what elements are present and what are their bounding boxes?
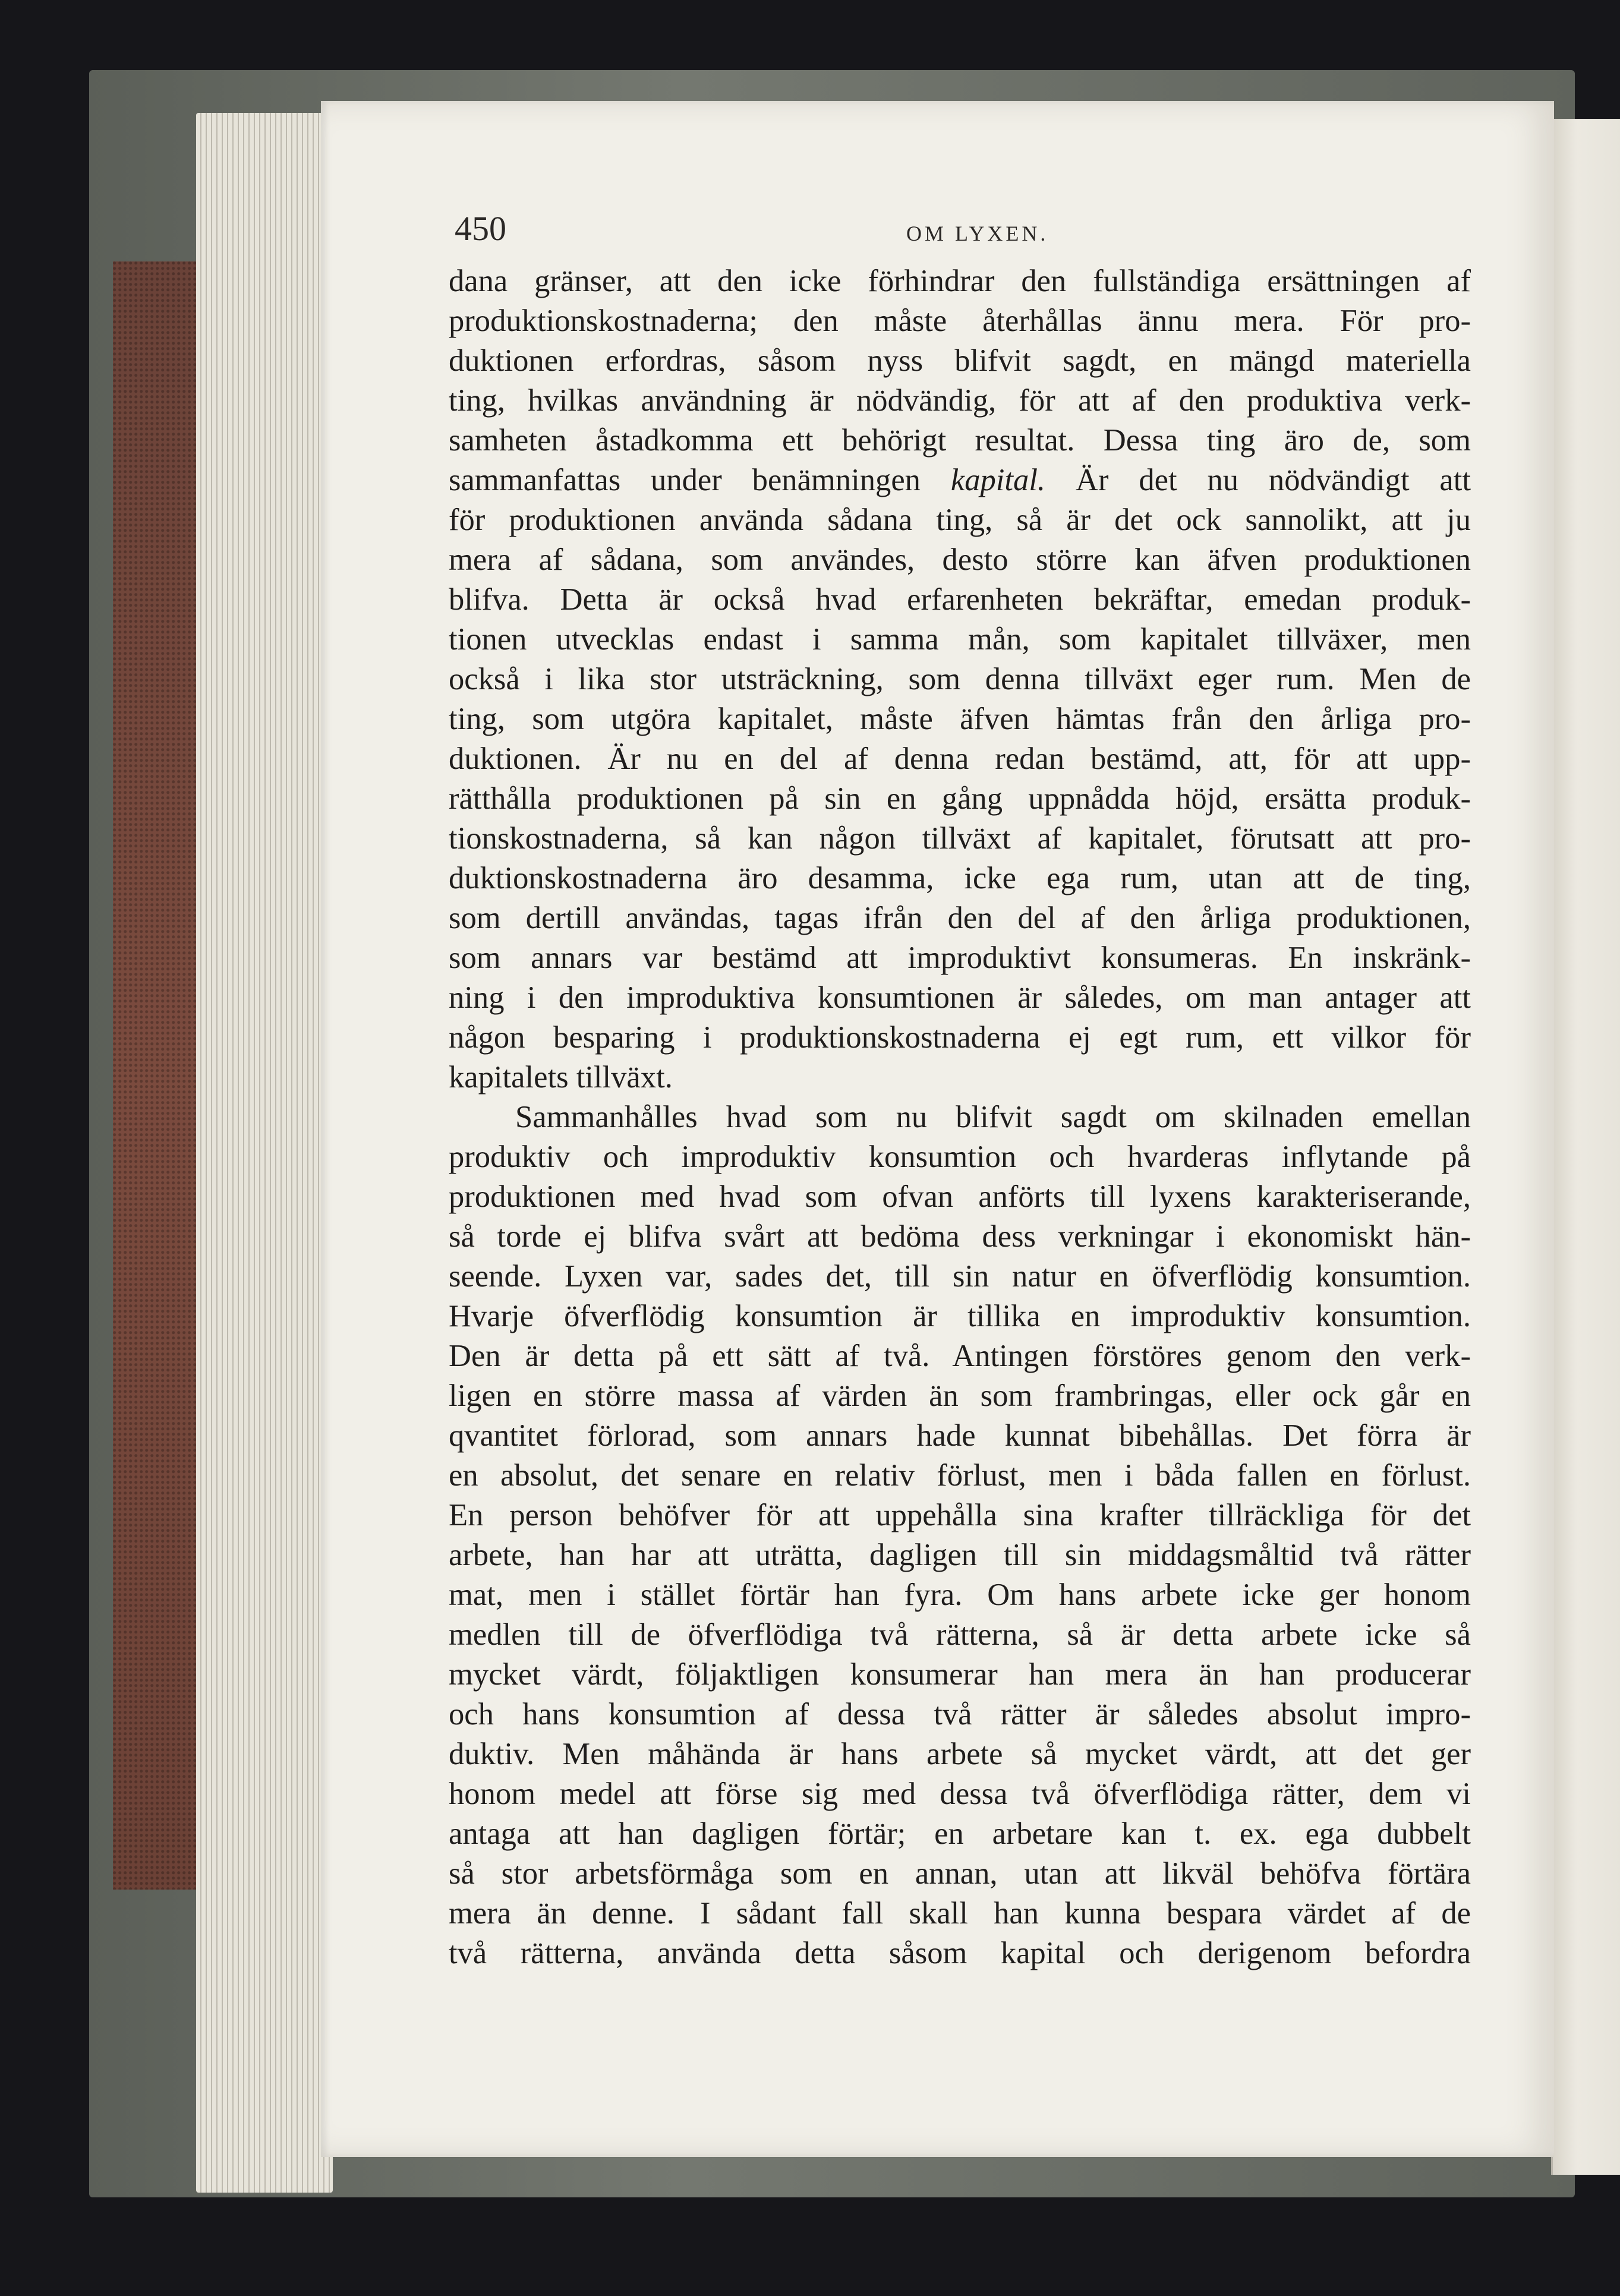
page-edges bbox=[196, 113, 333, 2193]
text-line: duktionen. Är nu en del af denna redan bestämd, att, för att upp- bbox=[449, 742, 1471, 776]
text-line: ting, hvilkas användning är nödvändig, för att af den produktiva verk- bbox=[449, 383, 1471, 418]
text-line: som annars var bestämd att improduktivt konsumeras. En inskränk- bbox=[449, 941, 1471, 975]
text-segment: Är det nu nödvändigt att bbox=[1075, 463, 1471, 497]
text-line: En person behöfver för att uppehålla sina krafter tillräckliga för det bbox=[449, 1498, 1471, 1532]
text-line: qvantitet förlorad, som annars hade kunnat bibehållas. Det förra är bbox=[449, 1418, 1471, 1453]
text-line: produktionen med hvad som ofvan anförts till lyxens karakteriserande, bbox=[449, 1179, 1471, 1214]
text-line: Sammanhålles hvad som nu blifvit sagdt om skilnaden emellan bbox=[515, 1100, 1471, 1134]
paragraph-2 bbox=[449, 1097, 1471, 1973]
text-line: duktionen erfordras, såsom nyss blifvit sagdt, en mängd materiella bbox=[449, 343, 1471, 378]
text-line: ting, som utgöra kapitalet, måste äfven hämtas från den årliga pro- bbox=[449, 702, 1471, 736]
text-line: produktionskostnaderna; den måste återhållas ännu mera. För pro- bbox=[449, 304, 1471, 338]
text-line: mycket värdt, följaktligen konsumerar han mera än han producerar bbox=[449, 1657, 1471, 1692]
text-line: två rätterna, använda detta såsom kapital och derigenom befordra bbox=[449, 1936, 1471, 1970]
text-line: blifva. Detta är också hvad erfarenheten bekräftar, emedan produk- bbox=[449, 582, 1471, 617]
text-line: mat, men i stället förtär han fyra. Om hans arbete icke ger honom bbox=[449, 1578, 1471, 1612]
text-line: en absolut, det senare en relativ förlust, men i båda fallen en förlust. bbox=[449, 1458, 1471, 1493]
text-line: ligen en större massa af värden än som frambringas, eller ock går en bbox=[449, 1379, 1471, 1413]
text-line: duktiv. Men måhända är hans arbete så mycket värdt, att det ger bbox=[449, 1737, 1471, 1771]
text-line: någon besparing i produktionskostnaderna ej egt rum, ett vilkor för bbox=[449, 1020, 1471, 1055]
text-line: arbete, han har att uträtta, dagligen till sin middagsmåltid två rätter bbox=[449, 1538, 1471, 1572]
text-segment: sammanfattas under benämningen bbox=[449, 463, 921, 497]
italic-term: kapital. bbox=[950, 463, 1046, 497]
running-head: OM LYXEN. bbox=[906, 222, 1049, 245]
text-line: kapitalets tillväxt. bbox=[449, 1060, 673, 1095]
text-line: mera än denne. I sådant fall skall han kunna bespara värdet af de bbox=[449, 1896, 1471, 1931]
text-line: och hans konsumtion af dessa två rätter är således absolut impro- bbox=[449, 1697, 1471, 1732]
text-line: dana gränser, att den icke förhindrar den fullständiga ersättningen af bbox=[449, 264, 1471, 298]
facing-page-edge bbox=[1551, 119, 1620, 2175]
text-line: så stor arbetsförmåga som en annan, utan att likväl behöfva förtära bbox=[449, 1856, 1471, 1891]
text-line: som dertill användas, tagas ifrån den del af den årliga produktionen, bbox=[449, 901, 1471, 935]
book-spine-leather bbox=[113, 261, 202, 1890]
text-line-with-italic bbox=[449, 461, 1471, 500]
text-line: duktionskostnaderna äro desamma, icke ega rum, utan att de ting, bbox=[449, 861, 1471, 895]
text-line: för produktionen använda sådana ting, så är det ock sannolikt, att ju bbox=[449, 503, 1471, 537]
text-line: honom medel att förse sig med dessa två öfverflödiga rätter, dem vi bbox=[449, 1777, 1471, 1811]
paragraph-1 bbox=[449, 261, 1471, 1097]
text-line: antaga att han dagligen förtär; en arbetare kan t. ex. ega dubbelt bbox=[449, 1816, 1471, 1851]
text-line: tionskostnaderna, så kan någon tillväxt af kapitalet, förutsatt att pro- bbox=[449, 821, 1471, 856]
text-line: tionen utvecklas endast i samma mån, som kapitalet tillväxer, men bbox=[449, 622, 1471, 657]
page-body bbox=[449, 261, 1471, 1973]
text-line: samheten åstadkomma ett behörigt resultat. Dessa ting äro de, som bbox=[449, 423, 1471, 458]
text-line: Den är detta på ett sätt af två. Antingen förstöres genom den verk- bbox=[449, 1339, 1471, 1373]
page-header bbox=[455, 202, 1465, 256]
text-line: seende. Lyxen var, sades det, till sin natur en öfverflödig konsumtion. bbox=[449, 1259, 1471, 1294]
text-line: mera af sådana, som användes, desto större kan äfven produktionen bbox=[449, 543, 1471, 577]
page-number: 450 bbox=[455, 209, 506, 248]
text-line: Hvarje öfverflödig konsumtion är tillika en improduktiv konsumtion. bbox=[449, 1299, 1471, 1333]
text-line: så torde ej blifva svårt att bedöma dess verkningar i ekonomiskt hän- bbox=[449, 1219, 1471, 1254]
text-line: ning i den improduktiva konsumtionen är således, om man antager att bbox=[449, 980, 1471, 1015]
text-line: produktiv och improduktiv konsumtion och hvarderas inflytande på bbox=[449, 1140, 1471, 1174]
text-line: rätthålla produktionen på sin en gång uppnådda höjd, ersätta produk- bbox=[449, 781, 1471, 816]
text-line: medlen till de öfverflödiga två rätterna, så är detta arbete icke så bbox=[449, 1617, 1471, 1652]
text-line: också i lika stor utsträckning, som denna tillväxt eger rum. Men de bbox=[449, 662, 1471, 696]
